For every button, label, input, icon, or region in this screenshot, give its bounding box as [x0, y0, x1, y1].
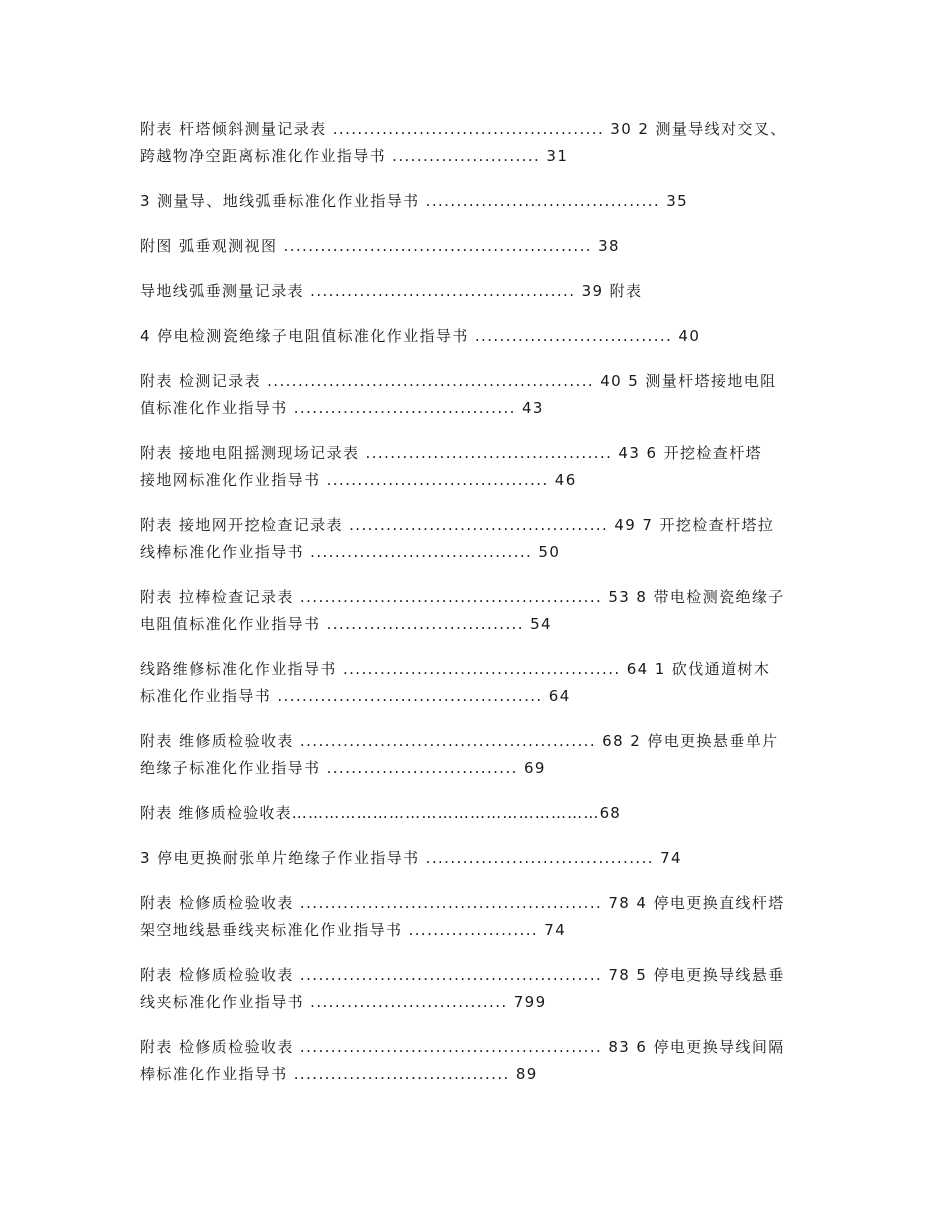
toc-line: 附表 拉棒检查记录表 ................................................. 53 8 带电检测瓷绝缘子	[140, 588, 785, 606]
toc-entry	[140, 323, 820, 350]
toc-line: 附表 接地电阻摇测现场记录表 ........................................ 43 6 开挖检查杆塔	[140, 444, 762, 462]
toc-line: 值标准化作业指导书 .................................... 43	[140, 399, 544, 417]
toc-entry	[140, 890, 820, 944]
toc-line: 架空地线悬垂线夹标准化作业指导书 ..................... 74	[140, 921, 567, 939]
toc-line: 附表 接地网开挖检查记录表 .......................................... 49 7 开挖检查杆塔拉	[140, 516, 775, 534]
toc-line: 绝缘子标准化作业指导书 ............................... 69	[140, 759, 546, 777]
toc-entry	[140, 233, 820, 260]
toc-entry	[140, 584, 820, 638]
toc-entry	[140, 1034, 820, 1088]
toc-entry	[140, 440, 820, 494]
toc-line: 3 测量导、地线弧垂标准化作业指导书 ...................................... 35	[140, 192, 689, 210]
toc-line: 附表 检修质检验收表 ................................................. 78 4 停电更换直线杆塔	[140, 894, 785, 912]
toc-page	[140, 116, 820, 1106]
toc-line: 附表 检测记录表 ..................................................... 40 5 测量杆塔接地电阻	[140, 372, 777, 390]
toc-line: 附表 维修质检验收表…………………………………………………68	[140, 804, 622, 822]
toc-line: 附表 杆塔倾斜测量记录表 ............................................ 30 2 测量导线对交叉、	[140, 120, 787, 138]
toc-line: 电阻值标准化作业指导书 ................................ 54	[140, 615, 553, 633]
toc-entry	[140, 845, 820, 872]
toc-line: 棒标准化作业指导书 ................................... 89	[140, 1065, 538, 1083]
toc-entry	[140, 368, 820, 422]
toc-line: 标准化作业指导书 ........................................... 64	[140, 687, 571, 705]
toc-line: 接地网标准化作业指导书 .................................... 46	[140, 471, 577, 489]
toc-entry	[140, 188, 820, 215]
toc-entry	[140, 278, 820, 305]
toc-line: 附图 弧垂观测视图 .................................................. 38	[140, 237, 620, 255]
toc-line: 线夹标准化作业指导书 ................................ 799	[140, 993, 547, 1011]
toc-entry	[140, 116, 820, 170]
toc-entry	[140, 962, 820, 1016]
toc-entry	[140, 800, 820, 827]
toc-line: 附表 检修质检验收表 ................................................. 78 5 停电更换导线悬垂	[140, 966, 785, 984]
toc-line: 附表 检修质检验收表 ................................................. 83 6 停电更换导线间隔	[140, 1038, 785, 1056]
toc-line: 线路维修标准化作业指导书 ............................................. 64 1 砍伐通道树木	[140, 660, 771, 678]
toc-line: 4 停电检测瓷绝缘子电阻值标准化作业指导书 ................................ 40	[140, 327, 701, 345]
toc-line: 导地线弧垂测量记录表 ........................................... 39 附表	[140, 282, 643, 300]
toc-entry	[140, 728, 820, 782]
toc-line: 跨越物净空距离标准化作业指导书 ........................ 31	[140, 147, 569, 165]
toc-line: 附表 维修质检验收表 ................................................ 68 2 停电更换悬垂单片	[140, 732, 779, 750]
toc-entry	[140, 656, 820, 710]
toc-line: 3 停电更换耐张单片绝缘子作业指导书 ..................................... 74	[140, 849, 682, 867]
toc-line: 线棒标准化作业指导书 .................................... 50	[140, 543, 561, 561]
toc-entry	[140, 512, 820, 566]
